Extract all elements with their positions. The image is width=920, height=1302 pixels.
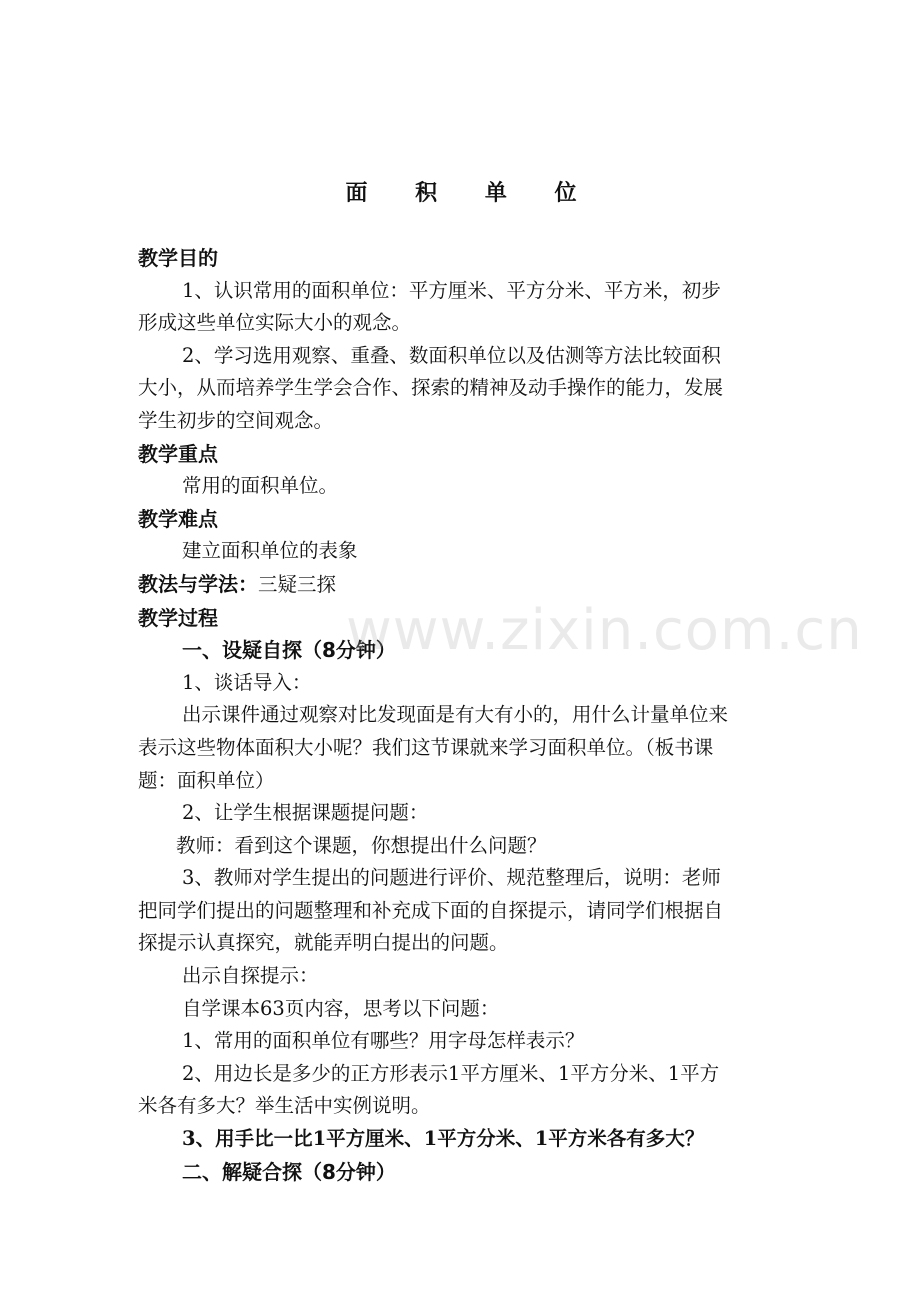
page-title: 面 积 单 位 bbox=[345, 181, 597, 206]
paragraph-line: 大小，从而培养学生学会合作、探索的精神及动手操作的能力，发展 bbox=[138, 376, 724, 400]
section-heading-key-points: 教学重点 bbox=[138, 441, 218, 466]
paragraph-line: 出示课件通过观察对比发现面是有大有小的，用什么计量单位来 bbox=[182, 703, 729, 727]
section-heading-difficulties: 教学难点 bbox=[138, 506, 218, 531]
watermark: www.zixin.com.cn bbox=[346, 598, 863, 663]
subsection-heading-part2: 二、解疑合探（8分钟） bbox=[182, 1159, 396, 1184]
paragraph-line: 自学课本63页内容，思考以下问题： bbox=[182, 996, 500, 1020]
question-line: 米各有多大？举生活中实例说明。 bbox=[138, 1094, 431, 1118]
paragraph-line: 建立面积单位的表象 bbox=[182, 539, 358, 563]
paragraph-line: 把同学们提出的问题整理和补充成下面的自探提示，请同学们根据自 bbox=[138, 898, 724, 922]
section-heading-methods: 教法与学法： bbox=[138, 571, 258, 596]
methods-text: 三疑三探 bbox=[258, 572, 337, 596]
paragraph-line: 2、学习选用观察、重叠、数面积单位以及估测等方法比较面积 bbox=[182, 343, 721, 367]
paragraph-line: 题：面积单位） bbox=[138, 768, 275, 792]
section-heading-objectives: 教学目的 bbox=[138, 246, 218, 270]
paragraph-line: 1、认识常用的面积单位：平方厘米、平方分米、平方米，初步 bbox=[182, 278, 721, 302]
section-heading-process: 教学过程 bbox=[138, 605, 218, 630]
question-line: 2、用边长是多少的正方形表示1平方厘米、1平方分米、1平方 bbox=[182, 1061, 720, 1085]
paragraph-line: 形成这些单位实际大小的观念。 bbox=[138, 311, 412, 335]
paragraph-line: 表示这些物体面积大小呢？我们这节课就来学习面积单位。（板书课 bbox=[138, 735, 714, 759]
paragraph-line: 常用的面积单位。 bbox=[182, 474, 339, 498]
paragraph-line: 2、让学生根据课题提问题： bbox=[182, 801, 429, 825]
paragraph-line: 3、教师对学生提出的问题进行评价、规范整理后，说明：老师 bbox=[182, 866, 721, 890]
paragraph-line: 学生初步的空间观念。 bbox=[138, 408, 334, 432]
paragraph-line: 1、谈话导入： bbox=[182, 670, 312, 694]
methods-line bbox=[138, 568, 784, 602]
paragraph-line: 探提示认真探究，就能弄明白提出的问题。 bbox=[138, 931, 509, 955]
paragraph-line: 出示自探提示： bbox=[182, 964, 319, 988]
question-line: 3、用手比一比1平方厘米、1平方分米、1平方米各有多大？ bbox=[182, 1127, 705, 1151]
subsection-heading-part1: 一、设疑自探（8分钟） bbox=[182, 638, 396, 663]
paragraph-line: 教师：看到这个课题，你想提出什么问题？ bbox=[176, 833, 547, 857]
document-body bbox=[138, 242, 784, 1188]
question-line: 1、常用的面积单位有哪些？用字母怎样表示？ bbox=[182, 1029, 585, 1053]
